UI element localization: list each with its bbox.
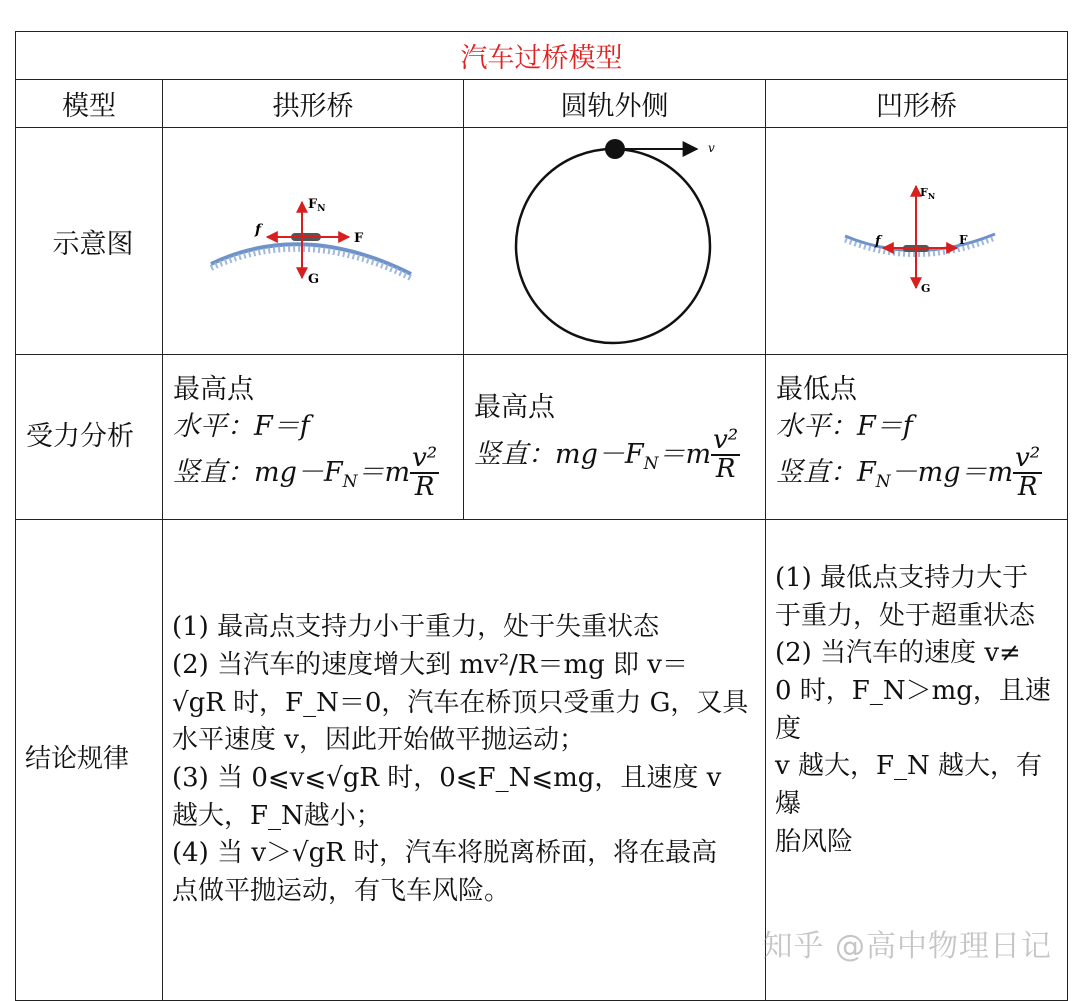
force-circle-vertical: 竖直：$mg-F_N=m$ $\frac{\text{v²}}{R}$: [474, 424, 739, 485]
conclusion-line: 越大，F_N越小；: [172, 800, 382, 831]
arch-bridge-diagram: [163, 128, 464, 355]
conclusion-line: 0 时，F_N＞mg，且速度: [775, 676, 1051, 744]
label-velocity: v: [707, 141, 715, 155]
header-arch-bridge: 拱形桥: [163, 80, 464, 128]
label-normal-force: $F_N$: [919, 186, 935, 201]
row-label-force: 受力分析: [16, 355, 163, 520]
concave-bridge-diagram: [766, 128, 1068, 355]
force-concave-point: 最低点: [776, 374, 857, 406]
watermark: 知乎 @高中物理日记: [762, 929, 1052, 964]
force-concave-horizontal: 水平：F＝f: [776, 410, 913, 442]
circle-track-diagram: [464, 128, 766, 355]
conclusion-line: 于重力，处于超重状态: [775, 600, 1036, 631]
conclusion-line: (2) 当汽车的速度 v≠: [775, 638, 1021, 669]
label-friction: f: [255, 222, 262, 238]
concave-bridge-figure: [767, 128, 1067, 350]
fraction: $\frac{\text{v²}}{R}$: [1015, 443, 1041, 503]
force-concave-vertical: 竖直：$F_N-mg=m$ $\frac{\text{v²}}{R}$: [776, 443, 1041, 503]
conclusion-line: 胎风险: [775, 826, 854, 857]
conclusion-line: 水平速度 v，因此开始做平抛运动；: [172, 725, 585, 756]
conclusion-line: (1) 最低点支持力大于: [775, 563, 1029, 593]
conclusion-arch-circle: [163, 520, 766, 1001]
row-label-diagram: 示意图: [16, 128, 163, 355]
label-friction: f: [874, 234, 881, 249]
label-traction: F: [354, 231, 364, 246]
label-traction: F: [958, 233, 968, 247]
ball-icon: [605, 139, 625, 159]
header-circle-outside: 圆轨外侧: [464, 80, 766, 128]
conclusion-line: (4) 当 v＞√gR 时，汽车将脱离桥面，将在最高: [172, 838, 718, 869]
force-concave: [766, 355, 1068, 520]
circle-track-figure: [465, 128, 765, 350]
header-model: 模型: [16, 80, 163, 128]
force-circle-point: 最高点: [474, 392, 555, 424]
header-concave-bridge: 凹形桥: [766, 80, 1068, 128]
row-label-conclusion: 结论规律: [16, 520, 163, 1001]
conclusion-line: v 越大，F_N 越大，有爆: [775, 751, 1043, 820]
force-circle: [464, 355, 766, 520]
conclusion-line: √gR 时，F_N＝0，汽车在桥顶只受重力 G，又具: [172, 687, 749, 718]
circle-track: [516, 149, 710, 343]
force-arch-point: 最高点: [173, 374, 254, 406]
fraction: $\frac{\text{v²}}{R}$: [713, 424, 739, 485]
bridge-model-table: [15, 31, 1068, 1001]
arch-bridge-figure: [163, 128, 463, 350]
force-arch-vertical: 竖直：$mg-F_N=m$ $\frac{\text{v²}}{R}$: [173, 443, 438, 503]
label-gravity: G: [308, 272, 320, 287]
force-arch: [163, 355, 464, 520]
fraction: $\frac{\text{v²}}{R}$: [412, 443, 438, 503]
table-title: 汽车过桥模型: [16, 32, 1068, 80]
label-gravity: G: [920, 282, 930, 295]
conclusion-line: (1) 最高点支持力小于重力，处于失重状态: [172, 612, 660, 643]
conclusion-line: (2) 当汽车的速度增大到 mv²/R＝mg 即 v＝: [172, 649, 688, 680]
conclusion-line: (3) 当 0⩽v⩽√gR 时，0⩽F_N⩽mg，且速度 v: [172, 763, 722, 793]
force-arch-horizontal: 水平：F＝f: [173, 410, 310, 442]
conclusion-line: 点做平抛运动，有飞车风险。: [172, 876, 511, 907]
label-normal-force: $F_N$: [308, 197, 326, 214]
